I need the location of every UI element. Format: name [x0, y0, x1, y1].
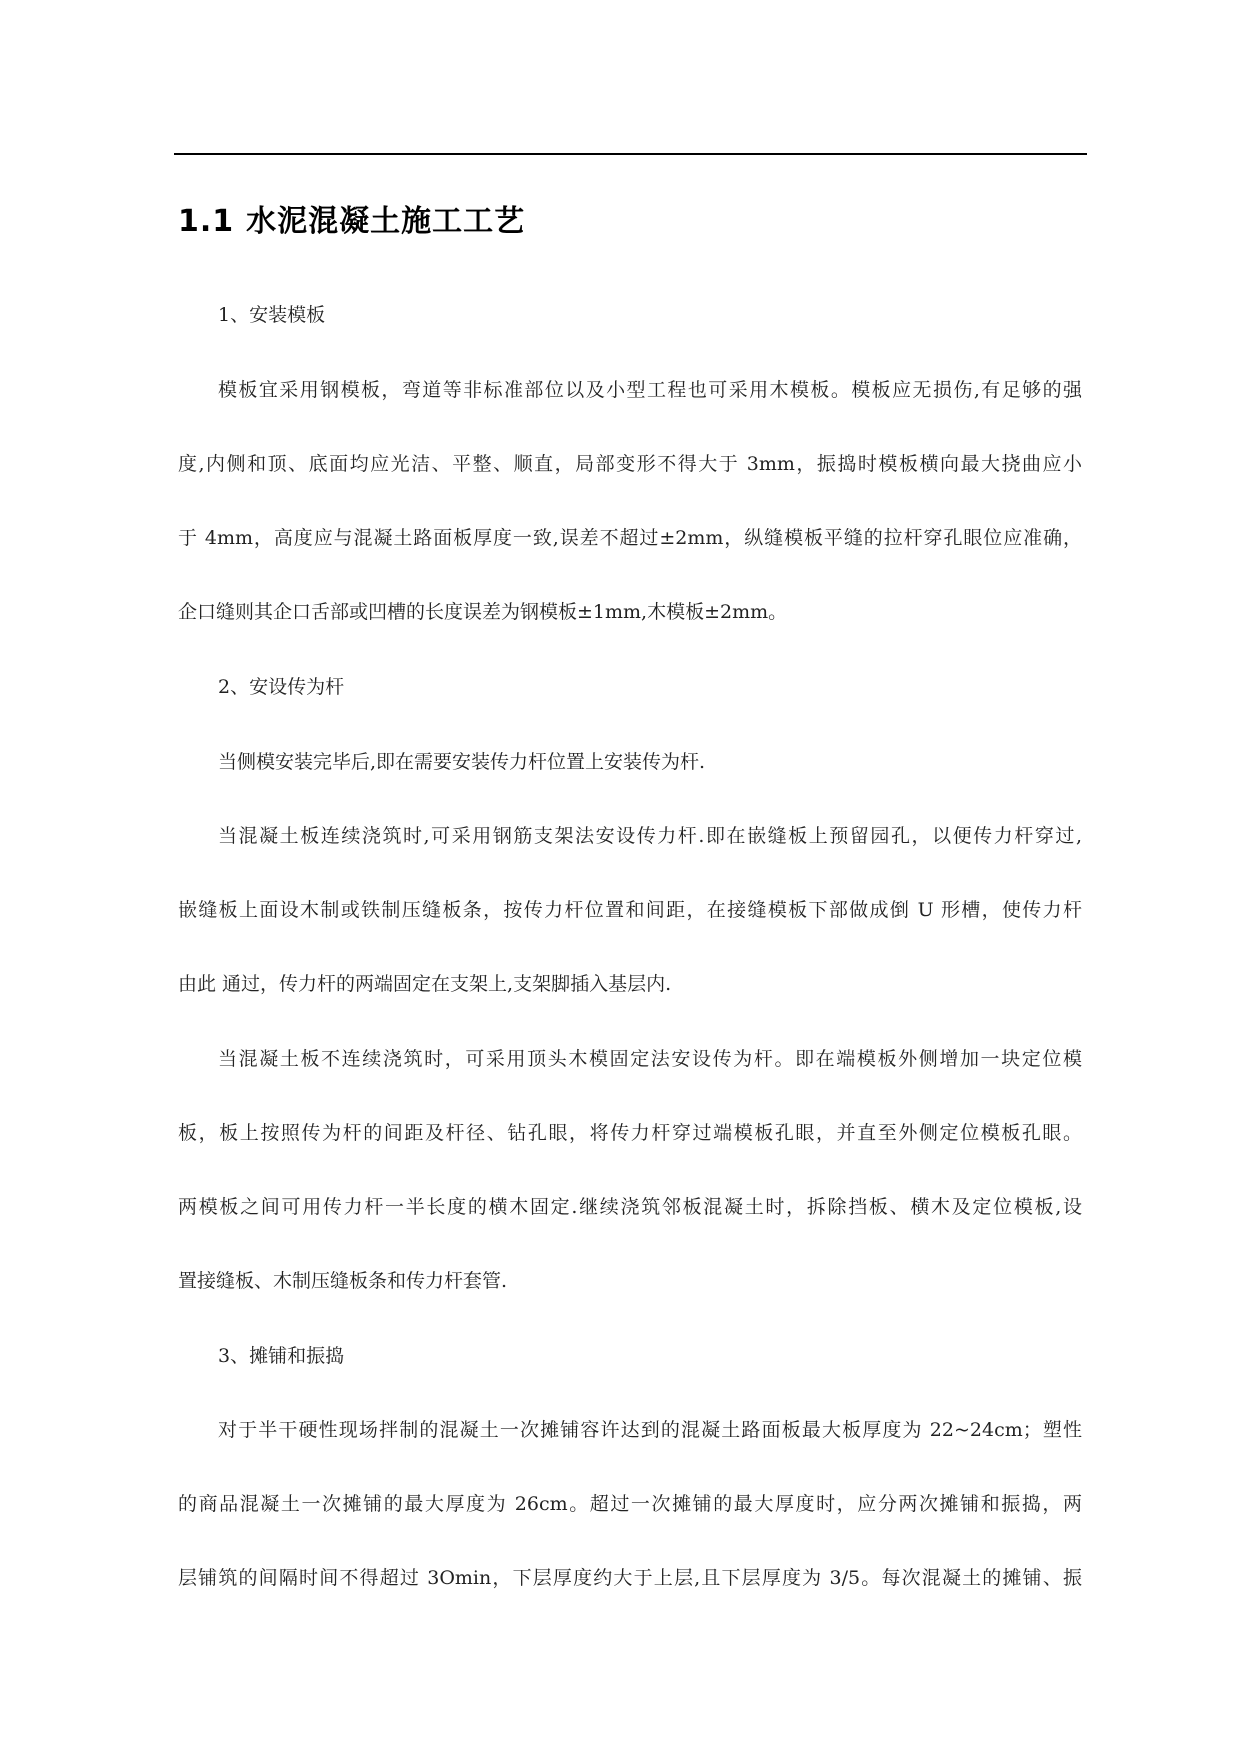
header-rule — [174, 153, 1087, 155]
subsection-heading: 1、安装模板 — [218, 304, 326, 326]
paragraph-line: 板，板上按照传为杆的间距及杆径、钻孔眼，将传力杆穿过端模板孔眼，并直至外侧定位模板孔眼。 — [178, 1122, 1082, 1144]
section-number: 1.1 — [178, 204, 235, 239]
section-heading — [178, 196, 525, 240]
paragraph-line: 当混凝土板不连续浇筑时，可采用顶头木模固定法安设传为杆。即在端模板外侧增加一块定位模 — [218, 1048, 1082, 1070]
subsection-heading: 2、安设传为杆 — [218, 676, 345, 698]
section-title: 水泥混凝土施工工艺 — [246, 204, 526, 239]
paragraph-line: 置接缝板、木制压缝板条和传力杆套管. — [178, 1270, 508, 1292]
paragraph-line: 的商品混凝土一次摊铺的最大厚度为 26cm。超过一次摊铺的最大厚度时，应分两次摊铺和振捣，两 — [178, 1493, 1082, 1515]
paragraph-line: 当侧模安装完毕后,即在需要安装传力杆位置上安装传为杆. — [218, 751, 706, 773]
paragraph-line: 度,内侧和顶、底面均应光洁、平整、顺直，局部变形不得大于 3mm，振捣时模板横向最大挠曲应小 — [178, 453, 1082, 475]
paragraph-line: 由此 通过，传力杆的两端固定在支架上,支架脚插入基层内. — [178, 973, 672, 995]
paragraph-line: 两模板之间可用传力杆一半长度的横木固定.继续浇筑邻板混凝土时，拆除挡板、横木及定位模板,设 — [178, 1196, 1082, 1218]
subsection-heading: 3、摊铺和振捣 — [218, 1345, 345, 1367]
paragraph-line: 嵌缝板上面设木制或铁制压缝板条，按传力杆位置和间距，在接缝模板下部做成倒 U 形槽，使传力杆 — [178, 899, 1082, 921]
paragraph-line: 对于半干硬性现场拌制的混凝土一次摊铺容许达到的混凝土路面板最大板厚度为 22~24cm；塑性 — [218, 1419, 1082, 1441]
paragraph-line: 模板宜采用钢模板，弯道等非标准部位以及小型工程也可采用木模板。模板应无损伤,有足够的强 — [218, 379, 1082, 401]
paragraph-line: 当混凝土板连续浇筑时,可采用钢筋支架法安设传力杆.即在嵌缝板上预留园孔，以便传力杆穿过, — [218, 825, 1082, 847]
paragraph-line: 于 4mm，高度应与混凝土路面板厚度一致,误差不超过±2mm，纵缝模板平缝的拉杆穿孔眼位应准确， — [178, 527, 1082, 549]
paragraph-line: 企口缝则其企口舌部或凹槽的长度误差为钢模板±1mm,木模板±2mm。 — [178, 601, 788, 623]
paragraph-line: 层铺筑的间隔时间不得超过 3Omin，下层厚度约大于上层,且下层厚度为 3/5。每次混凝土的摊铺、振 — [178, 1567, 1082, 1589]
